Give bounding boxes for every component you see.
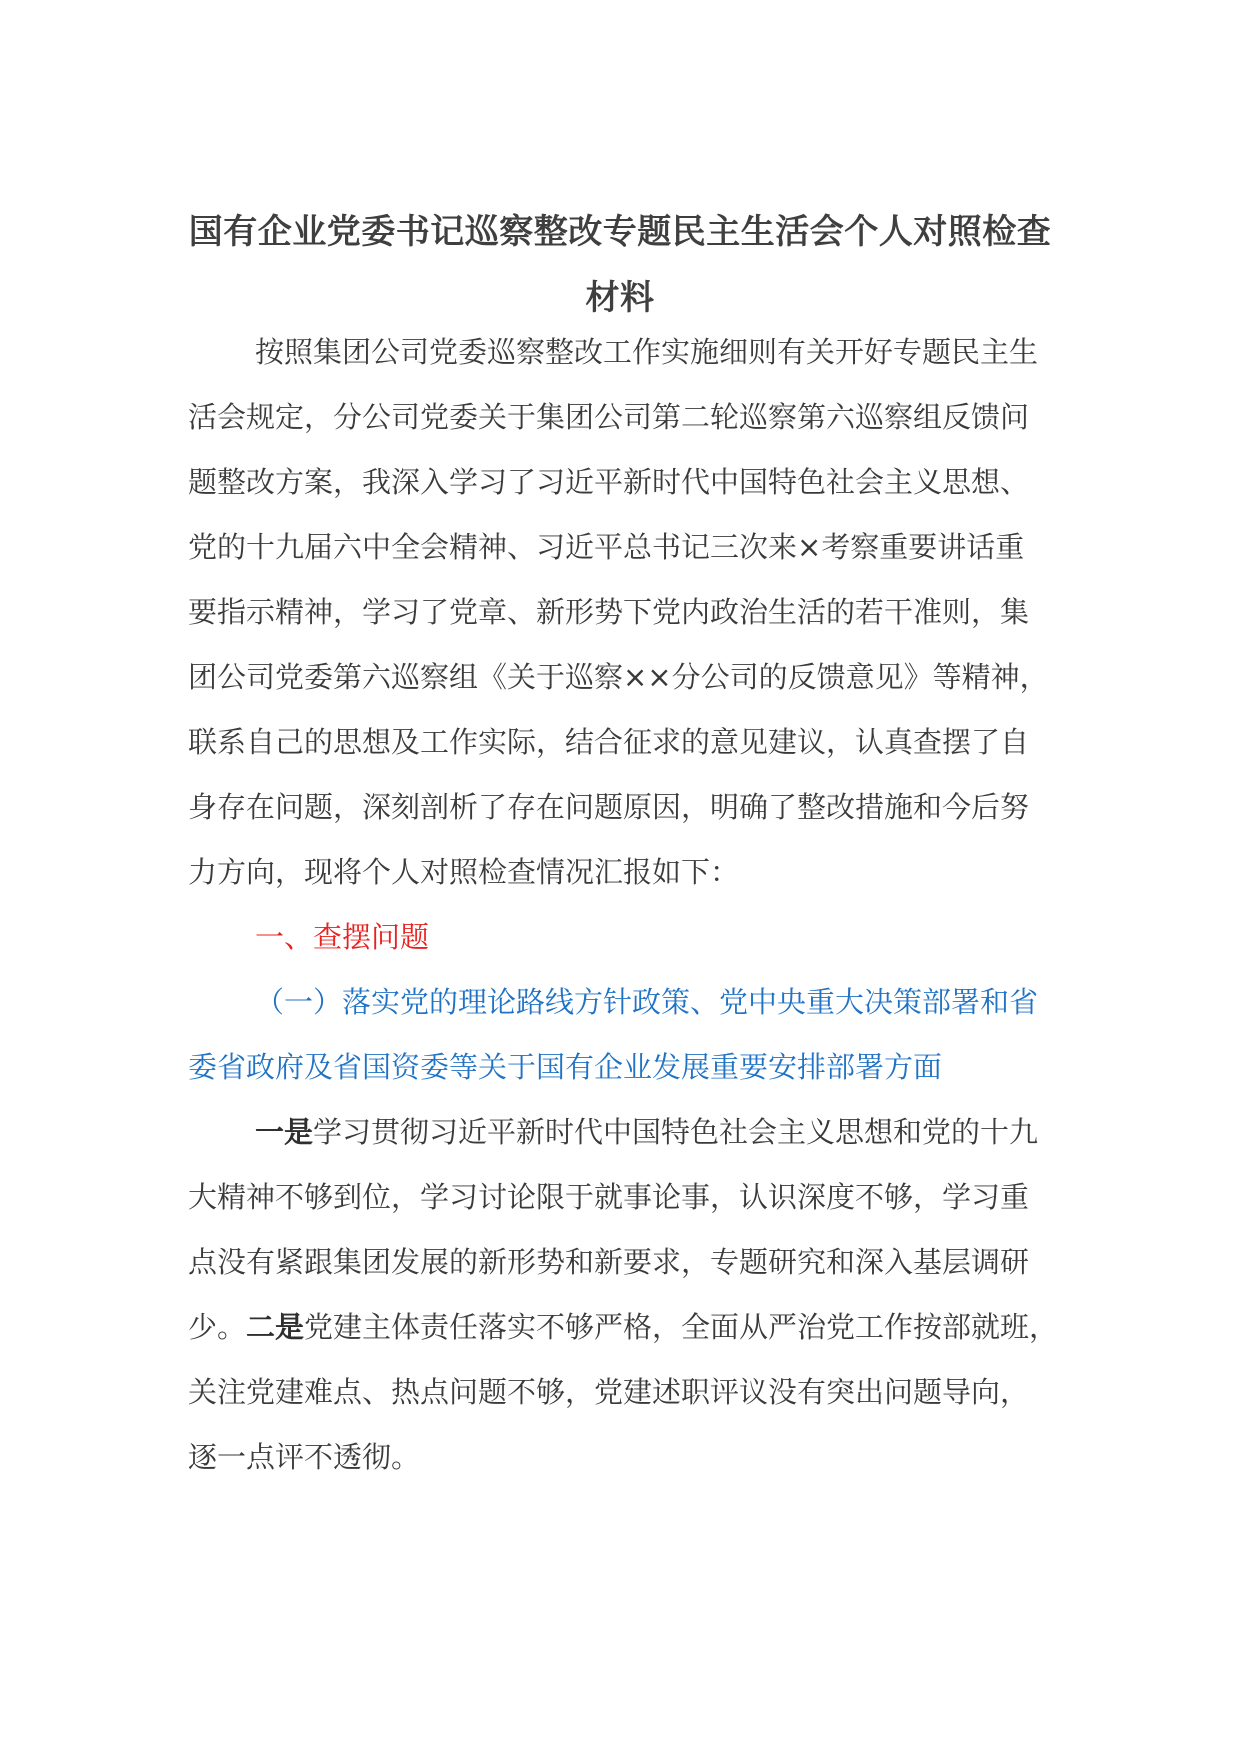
intro-line: 力方向，现将个人对照检查情况汇报如下： xyxy=(188,855,740,889)
intro-line: 联系自己的思想及工作实际，结合征求的意见建议，认真查摆了自 xyxy=(188,725,1030,759)
document-body xyxy=(188,320,1068,1490)
paragraph-line: 点没有紧跟集团发展的新形势和新要求，专题研究和深入基层调研 xyxy=(188,1245,1030,1279)
intro-line: 党的十九届六中全会精神、习近平总书记三次来×考察重要讲话重 xyxy=(188,530,1025,564)
paragraph-text: 党建主体责任落实不够严格，全面从严治党工作按部就班， xyxy=(304,1310,1059,1344)
intro-line: 题整改方案，我深入学习了习近平新时代中国特色社会主义思想、 xyxy=(188,465,1030,499)
section-heading: 一、查摆问题 xyxy=(255,920,430,954)
subsection-heading-line: （一）落实党的理论路线方针政策、党中央重大决策部署和省 xyxy=(255,985,1039,1019)
document-title-line-2: 材料 xyxy=(585,278,655,318)
intro-line: 活会规定，分公司党委关于集团公司第二轮巡察第六巡察组反馈问 xyxy=(188,400,1030,434)
paragraph-line: 大精神不够到位，学习讨论限于就事论事，认识深度不够，学习重 xyxy=(188,1180,1030,1214)
intro-line: 身存在问题，深刻剖析了存在问题原因，明确了整改措施和今后努 xyxy=(188,790,1030,824)
paragraph-line xyxy=(188,1295,1068,1360)
paragraph-line: 逐一点评不透彻。 xyxy=(188,1440,421,1474)
item-label: 一是 xyxy=(255,1115,314,1149)
subsection-heading-line: 委省政府及省国资委等关于国有企业发展重要安排部署方面 xyxy=(188,1050,943,1084)
item-label: 二是 xyxy=(246,1310,305,1344)
document-title-line-1: 国有企业党委书记巡察整改专题民主生活会个人对照检查 xyxy=(188,212,1052,252)
paragraph-text: 少。 xyxy=(188,1310,247,1344)
intro-line: 团公司党委第六巡察组《关于巡察××分公司的反馈意见》等精神， xyxy=(188,660,1049,694)
intro-line: 按照集团公司党委巡察整改工作实施细则有关开好专题民主生 xyxy=(255,335,1039,369)
paragraph-text: 学习贯彻习近平新时代中国特色社会主义思想和党的十九 xyxy=(313,1115,1039,1149)
intro-line: 要指示精神，学习了党章、新形势下党内政治生活的若干准则，集 xyxy=(188,595,1030,629)
paragraph-line: 关注党建难点、热点问题不够，党建述职评议没有突出问题导向， xyxy=(188,1375,1030,1409)
paragraph-line xyxy=(188,1100,1068,1165)
